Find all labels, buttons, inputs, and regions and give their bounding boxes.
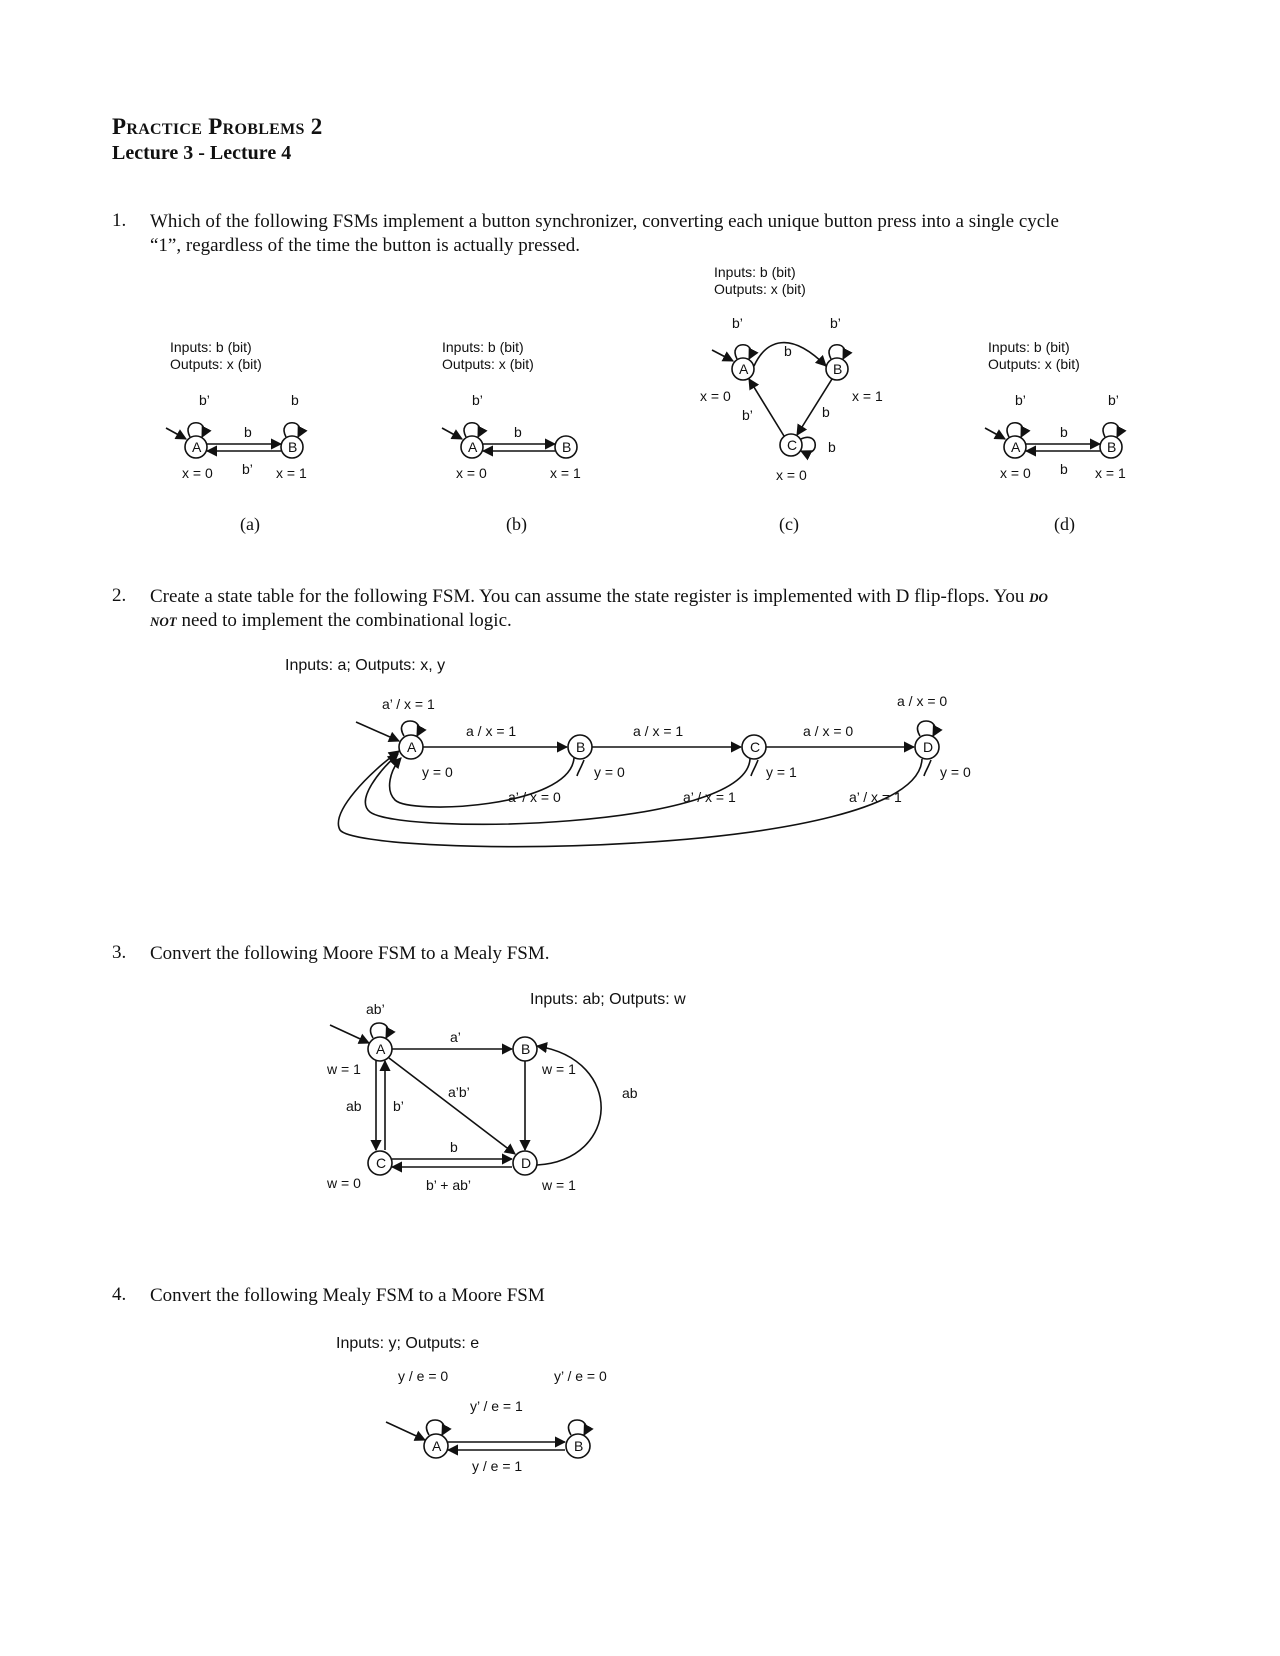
fsm-d-label-loopA: b’: [1015, 392, 1026, 408]
q2-label-BtoA: a’ / x = 0: [508, 789, 561, 805]
q2-start-arrow: [356, 722, 399, 741]
fsm-c-inputs: Inputs: b (bit): [714, 264, 796, 280]
fsm-a-label-stateA: A: [192, 439, 202, 455]
q4-label-stateA: A: [432, 1438, 442, 1454]
fsm-a-label-loopA: b’: [199, 392, 210, 408]
fsm-d-label-outA: x = 0: [1000, 465, 1031, 481]
q3-label-wD: w = 1: [542, 1177, 576, 1193]
q2-label-stateB: B: [576, 739, 586, 755]
q2-label-loopA: a’ / x = 1: [382, 696, 435, 712]
q2-fsm: [338, 721, 939, 847]
q3-label-stateA: A: [376, 1041, 386, 1057]
q3-label-wA: w = 1: [327, 1061, 361, 1077]
q4-label-stateB: B: [574, 1438, 584, 1454]
q2-label-loopD: a / x = 0: [897, 693, 948, 709]
fsm-a-label-outB: x = 1: [276, 465, 307, 481]
q3-label-DtoB: ab: [622, 1085, 638, 1101]
q3-loop-A: [371, 1023, 389, 1038]
q3-label-AtoB: a’: [450, 1029, 461, 1045]
fsm-a-caption: (a): [240, 514, 260, 534]
fsm-d-label-outB: x = 1: [1095, 465, 1126, 481]
page-subtitle: Lecture 3 - Lecture 4: [112, 142, 292, 164]
q2-bracket-B: [577, 760, 584, 776]
fsm-d-label-stateA: A: [1011, 439, 1021, 455]
q3-label-AtoD: a’b’: [448, 1084, 470, 1100]
q4-text: Convert the following Mealy FSM to a Moore FSM: [150, 1285, 545, 1306]
q2-label-stateC: C: [750, 739, 761, 755]
q2-text-line1: Create a state table for the following FSM. You can assume the state register is implemented with D flip-flops. You: [150, 586, 1030, 607]
fsm-a-outputs: Outputs: x (bit): [170, 356, 262, 372]
fsm-b-label-stateA: A: [468, 439, 478, 455]
q4-label-loopB: y’ / e = 0: [554, 1368, 607, 1384]
fsm-c-label-loopB: b’: [830, 315, 841, 331]
q4-loop-B: [569, 1420, 587, 1435]
fsm-b-inputs: Inputs: b (bit): [442, 339, 524, 355]
q1-text-line1: Which of the following FSMs implement a button synchronizer, converting each unique button press into a single cycle: [150, 211, 1059, 232]
fsm-a-loop-B: [284, 423, 300, 437]
fsm-c-loop-C: [801, 437, 815, 452]
fsm-d-outputs: Outputs: x (bit): [988, 356, 1080, 372]
fsm-a-label-AtoB: b: [244, 424, 252, 440]
q2-emph-not: not: [150, 610, 177, 631]
fsm-a-label-BtoA: b’: [242, 461, 253, 477]
q2-bracket-D: [924, 760, 931, 776]
q1-number: 1.: [112, 210, 127, 231]
fsm-a-label-outA: x = 0: [182, 465, 213, 481]
fsm-d-label-stateB: B: [1107, 439, 1117, 455]
fsm-c-label-stateA: A: [739, 361, 749, 377]
q4-fsm: [386, 1420, 590, 1458]
fsm-d-label-AtoB: b: [1060, 424, 1068, 440]
fsm-a-start-arrow: [166, 428, 186, 439]
q2-label-DtoA: a’ / x = 1: [849, 789, 902, 805]
fsm-b-label-stateB: B: [562, 439, 572, 455]
q3-label-wB: w = 1: [542, 1061, 576, 1077]
fsm-d-label-BtoA: b: [1060, 461, 1068, 477]
q2-loop-A: [402, 721, 420, 736]
fsm-b-caption: (b): [506, 514, 527, 534]
q2-label-CtoD: a / x = 0: [803, 723, 854, 739]
fsm-c-label-CtoA: b’: [742, 407, 753, 423]
q2-label-stateD: D: [923, 739, 934, 755]
q2-text-line2: need to implement the combinational logic.: [176, 610, 512, 631]
q4-loop-A: [427, 1420, 445, 1435]
fsm-c-label-AtoB: b: [784, 343, 792, 359]
q2-label-CtoA: a’ / x = 1: [683, 789, 736, 805]
fsm-c-label-BtoC: b: [822, 404, 830, 420]
q2-label-yB: y = 0: [594, 764, 625, 780]
q4-label-AtoB: y’ / e = 1: [470, 1398, 523, 1414]
q3-label-stateC: C: [376, 1155, 387, 1171]
fsm-b-start-arrow: [442, 428, 462, 439]
q3-io: Inputs: ab; Outputs: w: [530, 991, 686, 1008]
q3-start-arrow: [330, 1025, 369, 1043]
fsm-c-label-outC: x = 0: [776, 467, 807, 483]
q2-bracket-C: [751, 760, 758, 776]
fsm-c-label-outB: x = 1: [852, 388, 883, 404]
fsm-c-start-arrow: [712, 350, 733, 361]
fsm-d-start-arrow: [985, 428, 1005, 439]
q2-loop-D: [918, 721, 936, 736]
fsm-c-outputs: Outputs: x (bit): [714, 281, 806, 297]
q4-start-arrow: [386, 1422, 425, 1440]
q1-text-line2: “1”, regardless of the time the button is actually pressed.: [150, 235, 581, 256]
q3-number: 3.: [112, 942, 127, 963]
q3-label-loopA: ab’: [366, 1001, 385, 1017]
page-title: Practice Problems 2: [112, 114, 323, 139]
fsm-d-caption: (d): [1054, 514, 1075, 534]
fsm-b-loop-A: [464, 423, 480, 437]
q3-label-CtoA: b’: [393, 1098, 404, 1114]
fsm-a-inputs: Inputs: b (bit): [170, 339, 252, 355]
fsm-a-loop-A: [188, 423, 204, 437]
fsm-c-label-outA: x = 0: [700, 388, 731, 404]
fsm-b: [442, 423, 577, 458]
fsm-c-label-stateB: B: [833, 361, 843, 377]
q2-emph-do: do: [1029, 586, 1048, 607]
q3-label-stateB: B: [521, 1041, 531, 1057]
q3-text: Convert the following Moore FSM to a Mealy FSM.: [150, 943, 550, 964]
q4-io: Inputs: y; Outputs: e: [336, 1335, 480, 1352]
fsm-c-caption: (c): [779, 514, 799, 534]
fsm-a-label-loopB: b: [291, 392, 299, 408]
fsm-b-label-outB: x = 1: [550, 465, 581, 481]
fsm-b-label-AtoB: b: [514, 424, 522, 440]
fsm-b-label-outA: x = 0: [456, 465, 487, 481]
fsm-d: [985, 423, 1122, 458]
fsm-c-label-stateC: C: [787, 437, 798, 453]
q3-label-AtoC: ab: [346, 1098, 362, 1114]
fsm-c-loop-B: [829, 345, 845, 359]
fsm-a-label-stateB: B: [288, 439, 298, 455]
fsm-d-loop-A: [1007, 423, 1023, 437]
q3-label-DtoC: b’ + ab’: [426, 1177, 472, 1193]
q2-io: Inputs: a; Outputs: x, y: [285, 657, 446, 674]
q3-label-stateD: D: [521, 1155, 532, 1171]
q2-number: 2.: [112, 585, 127, 606]
q2-label-yC: y = 1: [766, 764, 797, 780]
q3-label-CtoD: b: [450, 1139, 458, 1155]
q4-label-BtoA: y / e = 1: [472, 1458, 523, 1474]
fsm-c-arrow-CtoA: [749, 379, 784, 436]
fsm-c-loop-A: [735, 345, 751, 359]
fsm-b-label-loopA: b’: [472, 392, 483, 408]
fsm-d-inputs: Inputs: b (bit): [988, 339, 1070, 355]
q4-label-loopA: y / e = 0: [398, 1368, 449, 1384]
fsm-a: [166, 423, 303, 458]
q3-label-wC: w = 0: [327, 1175, 361, 1191]
fsm-d-label-loopB: b’: [1108, 392, 1119, 408]
q2-label-BtoC: a / x = 1: [633, 723, 684, 739]
q2-label-yA: y = 0: [422, 764, 453, 780]
fsm-c-label-loopC: b: [828, 439, 836, 455]
fsm-d-loop-B: [1103, 423, 1119, 437]
q2-label-yD: y = 0: [940, 764, 971, 780]
q2-label-stateA: A: [407, 739, 417, 755]
fsm-c-label-loopA: b’: [732, 315, 743, 331]
q4-number: 4.: [112, 1284, 127, 1305]
q2-label-AtoB: a / x = 1: [466, 723, 517, 739]
fsm-b-outputs: Outputs: x (bit): [442, 356, 534, 372]
